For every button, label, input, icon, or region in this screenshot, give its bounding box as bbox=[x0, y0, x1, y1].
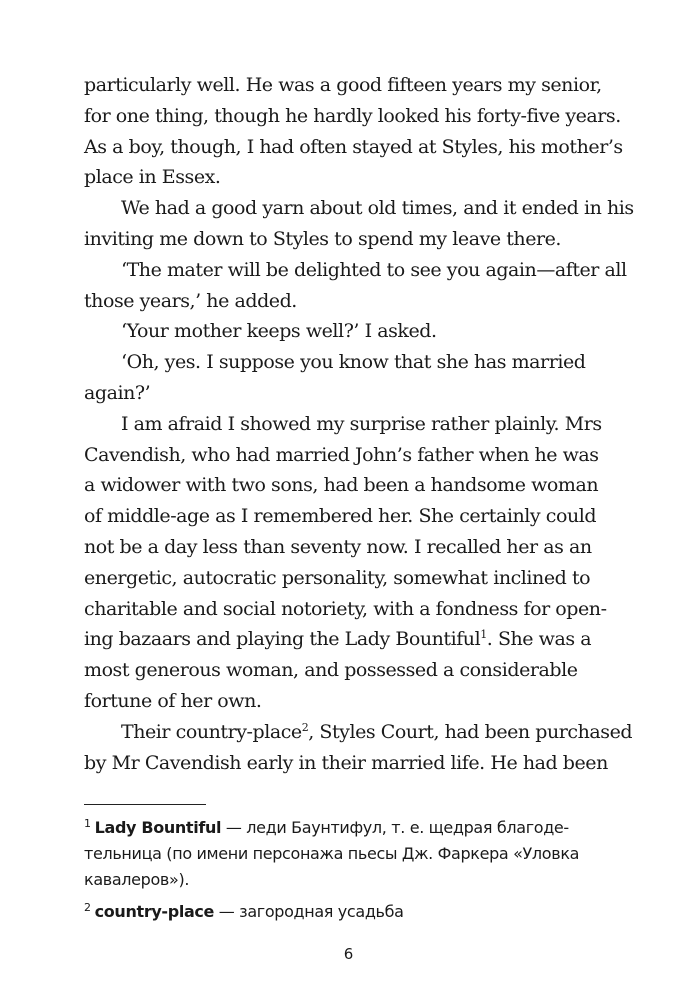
text-line: ‘Oh, yes. I suppose you know that she has married bbox=[121, 351, 586, 374]
footnote-1 bbox=[84, 815, 606, 841]
text-line: again?’ bbox=[84, 381, 151, 404]
text-line: by Mr Cavendish early in their married life. He had been bbox=[84, 751, 608, 774]
text-line bbox=[84, 624, 606, 655]
text-line: those years,’ he added. bbox=[84, 289, 297, 312]
book-page-text bbox=[84, 70, 634, 778]
footnote-text: — леди Баунтифул, т. е. щедрая благоде- bbox=[221, 818, 569, 837]
footnote-text: — загородная усадьба bbox=[214, 902, 404, 921]
footnote-number: 2 bbox=[84, 901, 91, 914]
text-line: inviting me down to Styles to spend my leave there. bbox=[84, 227, 562, 250]
footnote-2 bbox=[84, 899, 606, 925]
line-text: ing bazaars and playing the Lady Bountiful bbox=[84, 628, 481, 651]
footnote-divider bbox=[84, 804, 206, 805]
text-line: particularly well. He was a good fifteen years my senior, bbox=[84, 74, 602, 96]
footnote-number: 1 bbox=[84, 817, 91, 830]
footnote-marker[interactable]: 1 bbox=[480, 628, 487, 642]
text-line: place in Essex. bbox=[84, 166, 221, 189]
text-line: We had a good yarn about old times, and it ended in his bbox=[121, 197, 634, 220]
text-line: ‘The mater will be delighted to see you again—after all bbox=[121, 258, 627, 281]
footnote-marker[interactable]: 2 bbox=[301, 720, 309, 734]
text-line: most generous woman, and possessed a considerable bbox=[84, 659, 578, 682]
text-line: ‘Your mother keeps well?’ I asked. bbox=[121, 320, 437, 343]
text-line bbox=[84, 717, 633, 748]
page-number: 6 bbox=[343, 945, 354, 963]
footnote-term: country-place bbox=[94, 902, 215, 921]
footnote-text: тельница (по имени персонажа пьесы Дж. Фаркера «Уловка bbox=[84, 844, 580, 863]
text-line: charitable and social notoriety, with a fondness for open- bbox=[84, 597, 607, 620]
footnotes bbox=[84, 815, 606, 925]
text-line: I am afraid I showed my surprise rather plainly. Mrs bbox=[121, 412, 602, 435]
text-line: As a boy, though, I had often stayed at Styles, his mother’s bbox=[84, 135, 623, 158]
footnote-term: Lady Bountiful bbox=[94, 818, 222, 837]
line-text: Their country-place bbox=[121, 720, 302, 743]
text-line: fortune of her own. bbox=[84, 689, 262, 712]
text-line: not be a day less than seventy now. I recalled her as an bbox=[84, 535, 592, 558]
text-line: of middle-age as I remembered her. She certainly could bbox=[84, 505, 597, 528]
line-text: , Styles Court, had been purchased bbox=[308, 720, 633, 743]
text-line: energetic, autocratic personality, somewhat inclined to bbox=[84, 566, 591, 589]
text-line: for one thing, though he hardly looked his forty-five years. bbox=[84, 104, 621, 127]
text-line: a widower with two sons, had been a handsome woman bbox=[84, 474, 599, 497]
text-line: Cavendish, who had married John’s father when he was bbox=[84, 443, 599, 466]
line-text: . She was a bbox=[486, 628, 592, 651]
footnote-text: кавалеров»). bbox=[84, 870, 190, 889]
